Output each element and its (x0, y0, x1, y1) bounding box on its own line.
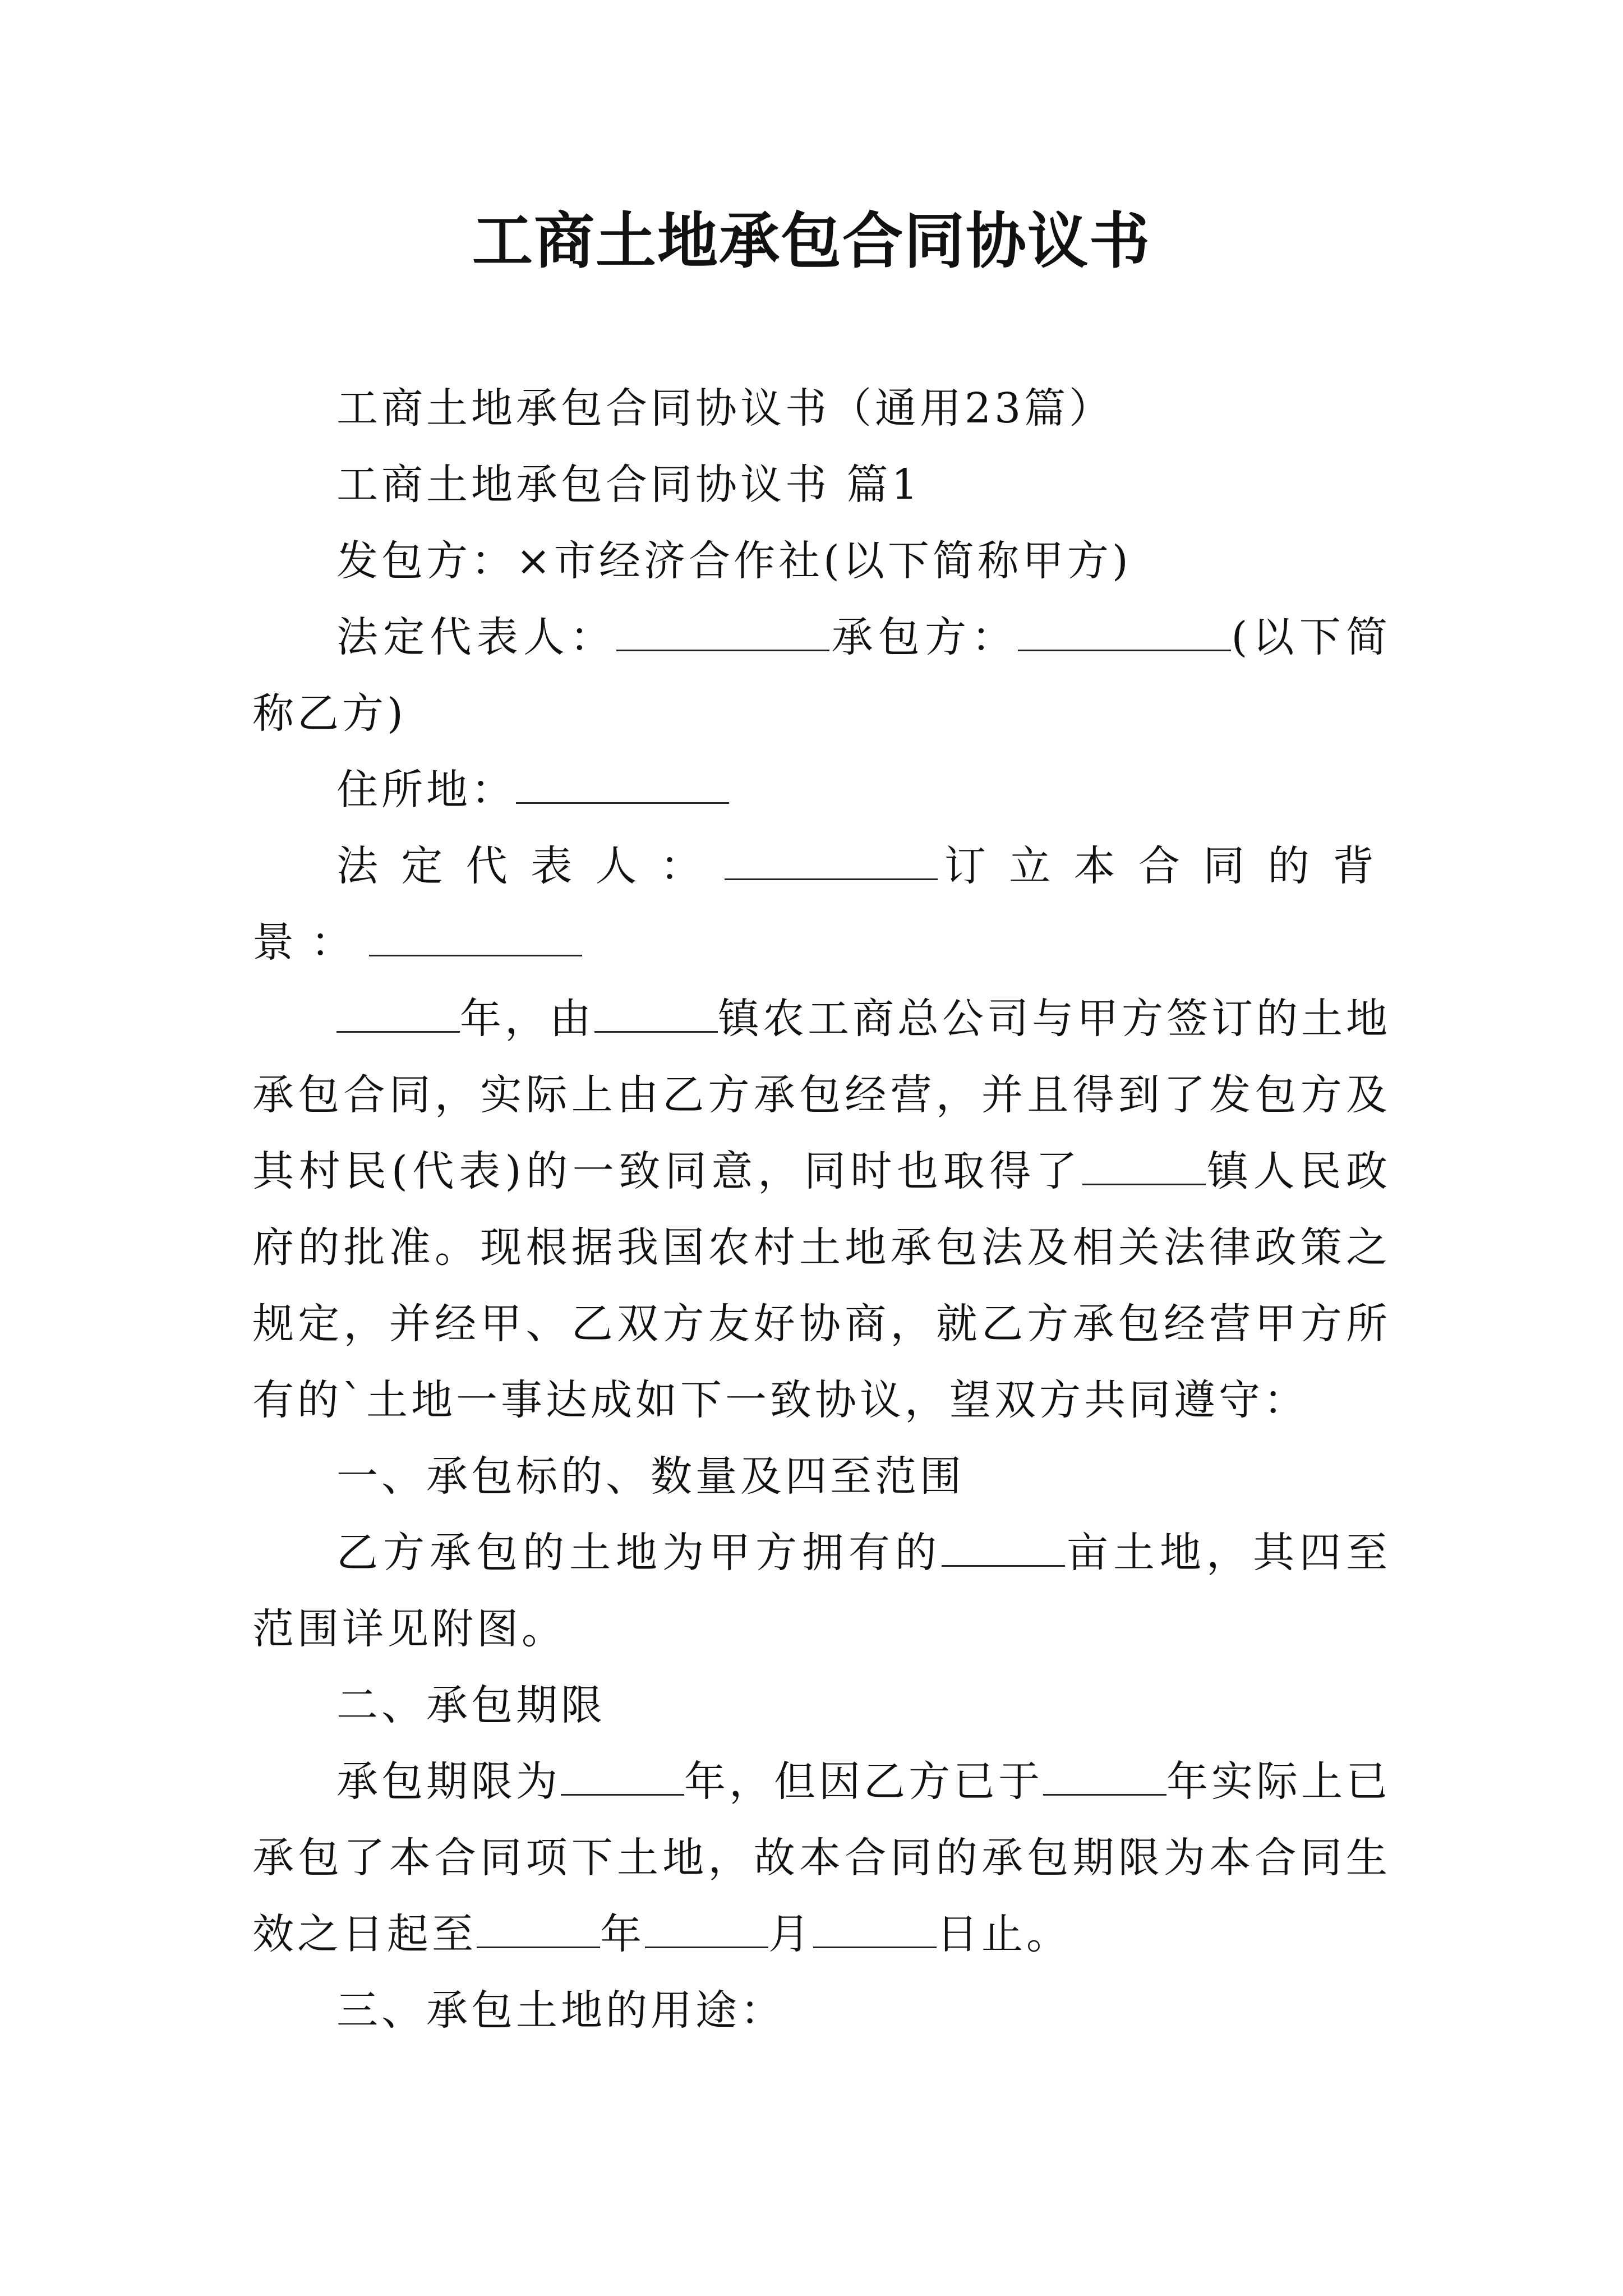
end-year-blank (477, 1907, 600, 1948)
gov-blank (1082, 1144, 1206, 1185)
background-label: 订立本合同的背景： (252, 842, 1391, 967)
end-month-blank (645, 1907, 768, 1948)
contractor-label: 承包方： (829, 613, 1018, 661)
para3-text-b: 年，但因乙方已于 (684, 1757, 1043, 1806)
para2-text-a: 乙方承包的土地为甲方拥有的 (336, 1529, 942, 1577)
paragraph-term (252, 1743, 1391, 1972)
para3-text-d: 年 (600, 1910, 645, 1958)
address-label: 住所地： (336, 766, 516, 814)
para1-text-a: 年，由 (460, 995, 594, 1043)
rep-blank-2 (725, 839, 938, 880)
para3-text-c: 年实际上已承包了本合同项下土地，故本合同的承包期限为本合同生效之日起至 (252, 1757, 1391, 1958)
town-blank (594, 992, 718, 1033)
heading-1: 一、承包标的、数量及四至范围 (336, 1452, 965, 1501)
rep-label: 法定代表人： (336, 613, 617, 661)
paragraph-background (252, 981, 1391, 1438)
paragraph-land (252, 1515, 1391, 1667)
area-blank (942, 1526, 1065, 1567)
party-a-line: 发包方：×市经济合作社(以下简称甲方) (336, 537, 1132, 585)
end-day-blank (813, 1907, 937, 1948)
rep-label-2: 法定代表人： (336, 842, 725, 890)
para3-text-a: 承包期限为 (336, 1757, 561, 1806)
year-blank (336, 992, 460, 1033)
background-blank (369, 915, 582, 956)
section-heading: 工商土地承包合同协议书 篇1 (336, 461, 921, 509)
rep-blank (616, 610, 829, 651)
contractor-suffix: (以下简称乙方) (252, 613, 1391, 738)
heading-2: 二、承包期限 (336, 1681, 606, 1729)
term-years-blank (561, 1755, 684, 1796)
heading-3: 三、承包土地的用途： (336, 1986, 785, 2035)
para1-text-c: 镇人民政府的批准。现根据我国农村土地承包法及相关法律政策之规定，并经甲、乙双方友好协商，就乙方承包经营甲方所有的`土地一事达成如下一致协议，望双方共同遵守： (252, 1147, 1391, 1424)
para3-text-f: 日止。 (937, 1910, 1071, 1958)
address-blank (516, 763, 729, 804)
document-title: 工商土地承包合同协议书 (472, 206, 1151, 277)
address-line (252, 752, 1391, 828)
representative-contractor-line (252, 599, 1391, 752)
para3-text-e: 月 (768, 1910, 813, 1958)
para1-text-b: 镇农工商总公司与甲方签订的土地承包合同，实际上由乙方承包经营，并且得到了发包方及其村民(代表)的一致同意，同时也取得了 (252, 995, 1391, 1195)
start-year-blank (1043, 1755, 1166, 1796)
background-line (252, 828, 1391, 981)
subtitle-line: 工商土地承包合同协议书（通用23篇） (336, 384, 1114, 432)
para2-text-b: 亩土地，其四至范围详见附图。 (252, 1529, 1391, 1653)
document-body (252, 370, 1391, 2049)
contractor-blank (1018, 610, 1231, 651)
